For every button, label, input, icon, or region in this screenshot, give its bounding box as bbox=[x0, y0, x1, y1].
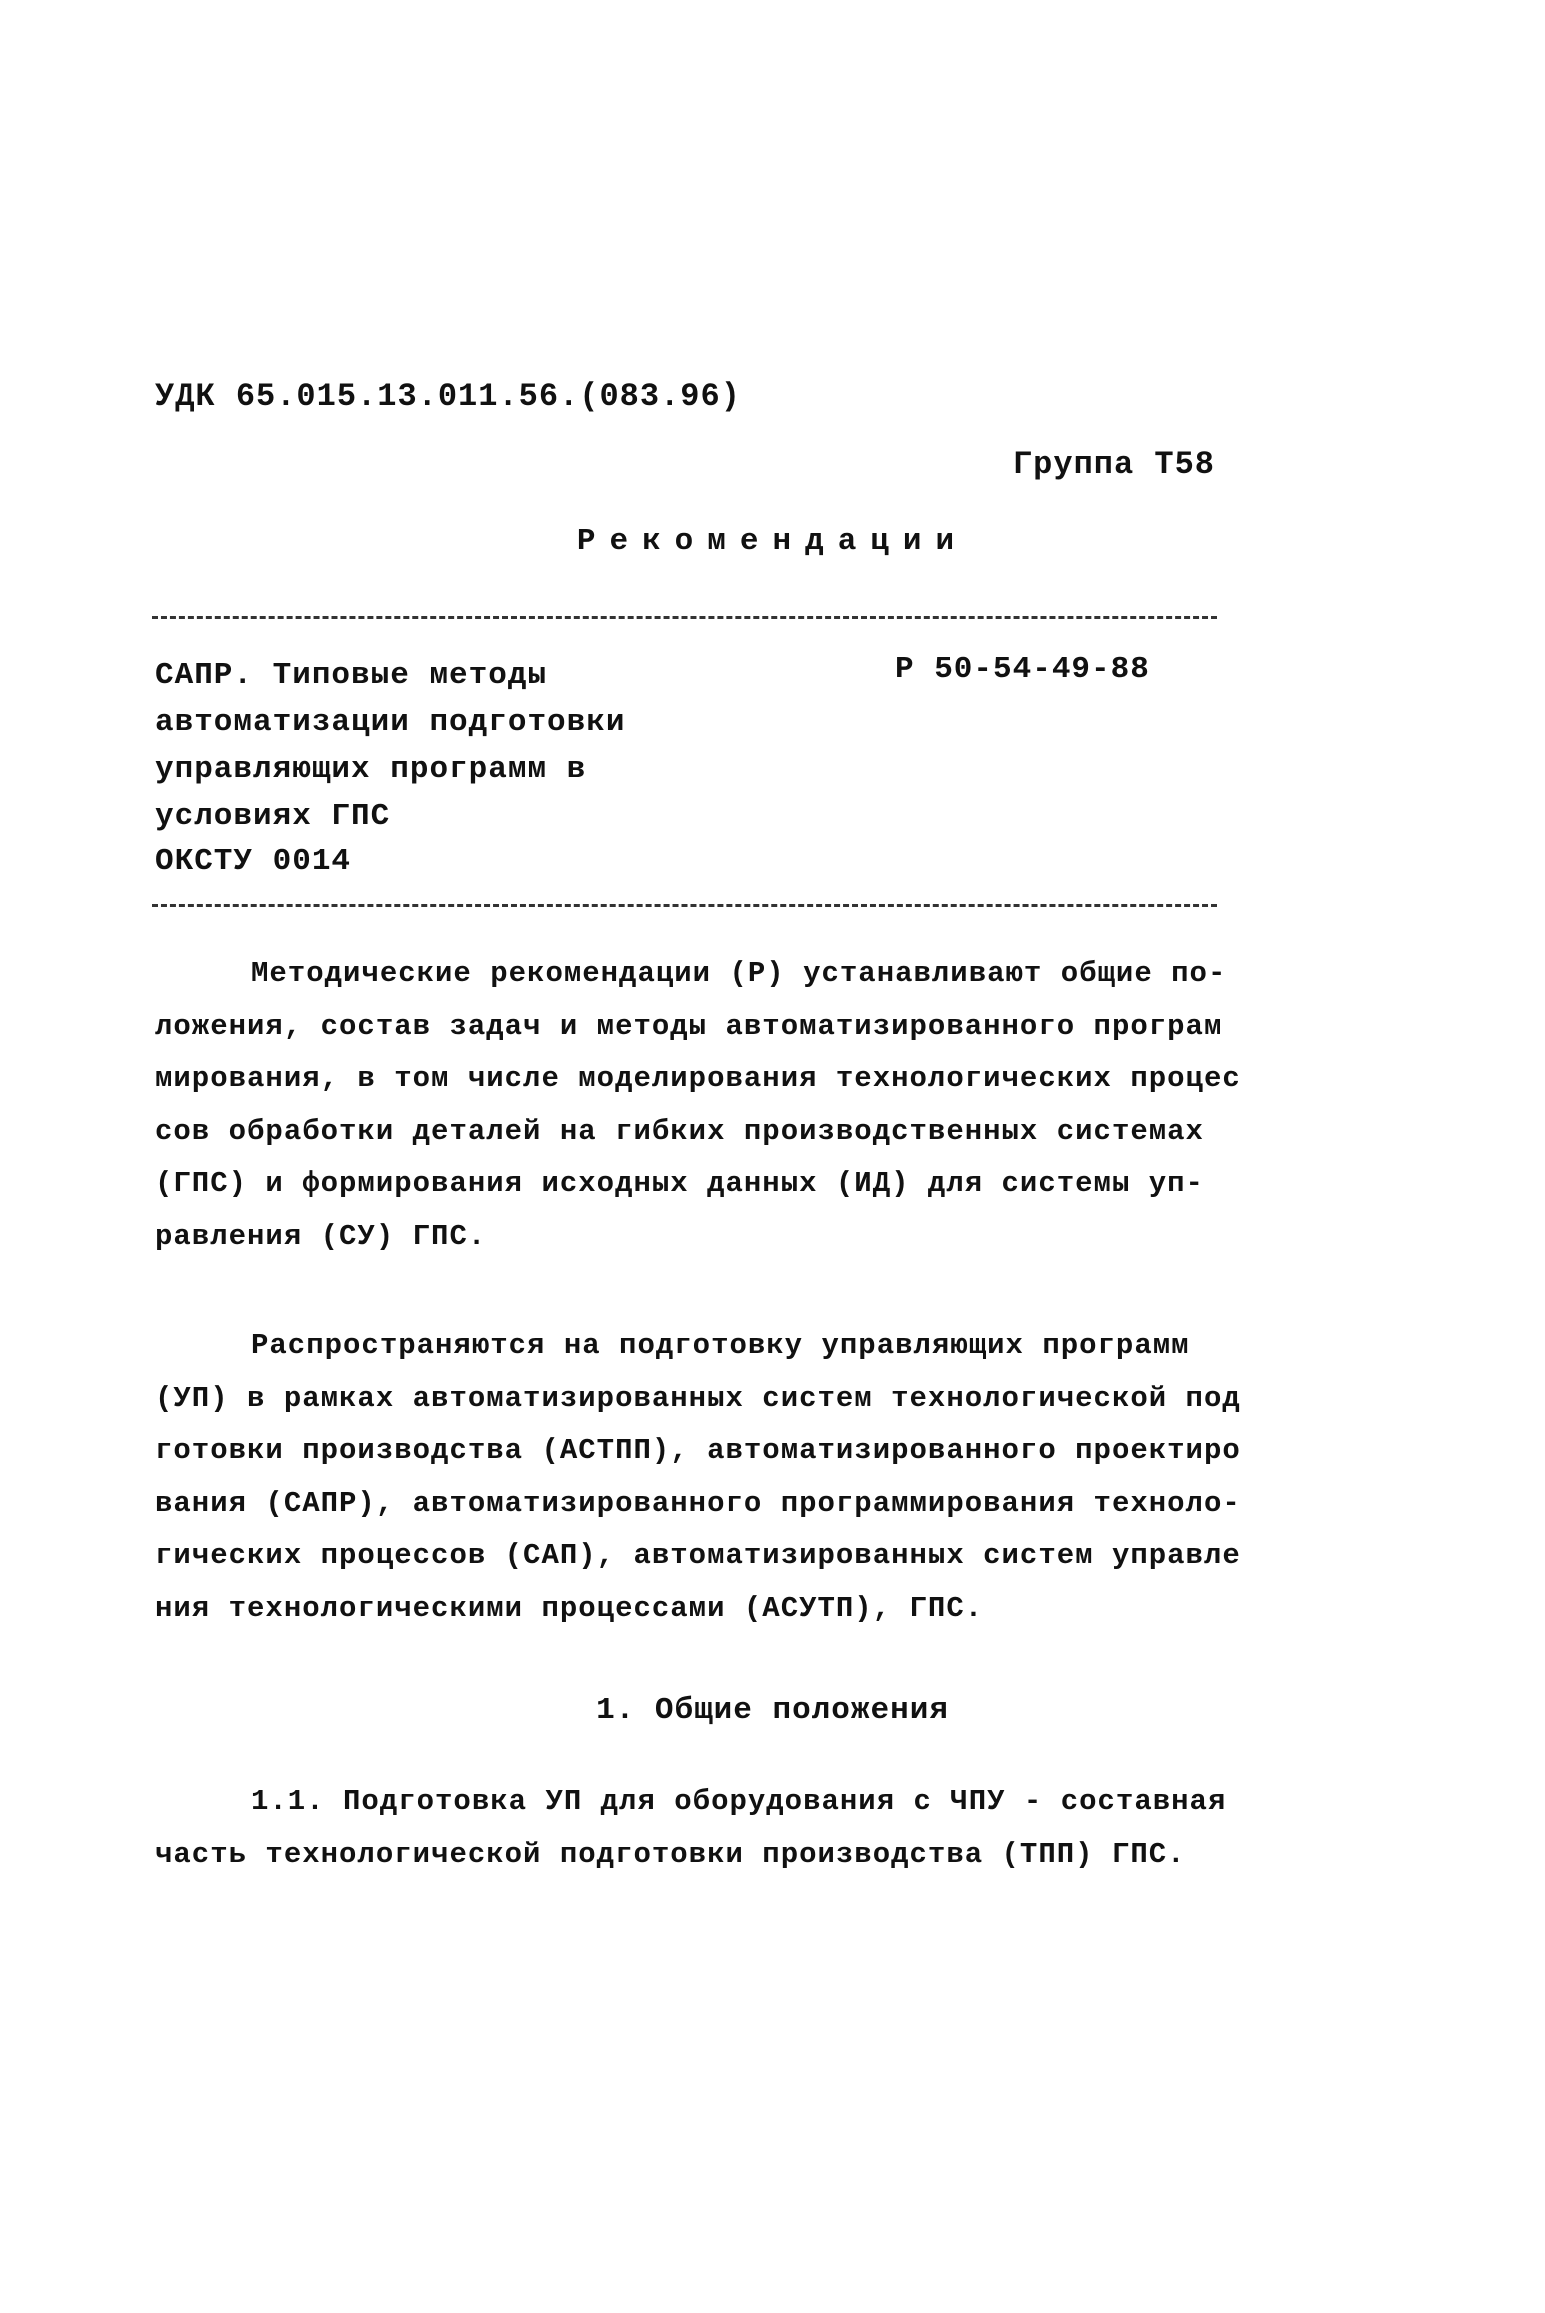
title-line: автоматизации подготовки bbox=[155, 705, 626, 740]
text-line: сов обработки деталей на гибких производственных системах bbox=[155, 1114, 1204, 1148]
okstu-code: ОКСТУ 0014 bbox=[155, 844, 352, 879]
text-line: ложения, состав задач и методы автоматизированного програм bbox=[155, 1009, 1223, 1043]
intro-paragraph-2 bbox=[155, 1320, 1255, 1635]
text-line: гических процессов (САП), автоматизированных систем управле bbox=[155, 1539, 1241, 1572]
intro-paragraph-1 bbox=[155, 948, 1255, 1263]
group-code: Группа Т58 bbox=[1012, 446, 1215, 483]
text-line: вания (САПР), автоматизированного программирования техноло- bbox=[155, 1486, 1241, 1520]
title-line: условиях ГПС bbox=[155, 799, 391, 834]
udk-code: УДК 65.015.13.011.56.(083.96) bbox=[155, 378, 741, 415]
text-line: Распространяются на подготовку управляющих программ bbox=[251, 1329, 1190, 1362]
section-1-heading: 1. Общие положения bbox=[596, 1693, 949, 1728]
text-line: часть технологической подготовки производства (ТПП) ГПС. bbox=[155, 1837, 1186, 1871]
text-line: 1.1. Подготовка УП для оборудования с ЧПУ - составная bbox=[251, 1785, 1227, 1818]
text-line: равления (СУ) ГПС. bbox=[155, 1219, 487, 1253]
bottom-dashed-rule bbox=[152, 904, 1217, 907]
text-line: (ГПС) и формирования исходных данных (ИД) для системы уп- bbox=[155, 1167, 1204, 1200]
title-line: САПР. Типовые методы bbox=[155, 658, 548, 693]
text-line: мирования, в том числе моделирования технологических процес bbox=[155, 1062, 1241, 1095]
document-code: Р 50-54-49-88 bbox=[895, 652, 1150, 687]
document-type-heading: Рекомендации bbox=[576, 524, 969, 559]
text-line: (УП) в рамках автоматизированных систем технологической под bbox=[155, 1381, 1241, 1415]
top-dashed-rule bbox=[152, 616, 1217, 619]
clause-1-1 bbox=[155, 1776, 1255, 1881]
text-line: готовки производства (АСТПП), автоматизированного проектиро bbox=[155, 1434, 1241, 1467]
text-line: ния технологическими процессами (АСУТП), ГПС. bbox=[155, 1591, 984, 1625]
text-line: Методические рекомендации (Р) устанавливают общие по- bbox=[251, 957, 1227, 990]
document-title bbox=[155, 652, 745, 840]
title-line: управляющих программ в bbox=[155, 752, 587, 787]
